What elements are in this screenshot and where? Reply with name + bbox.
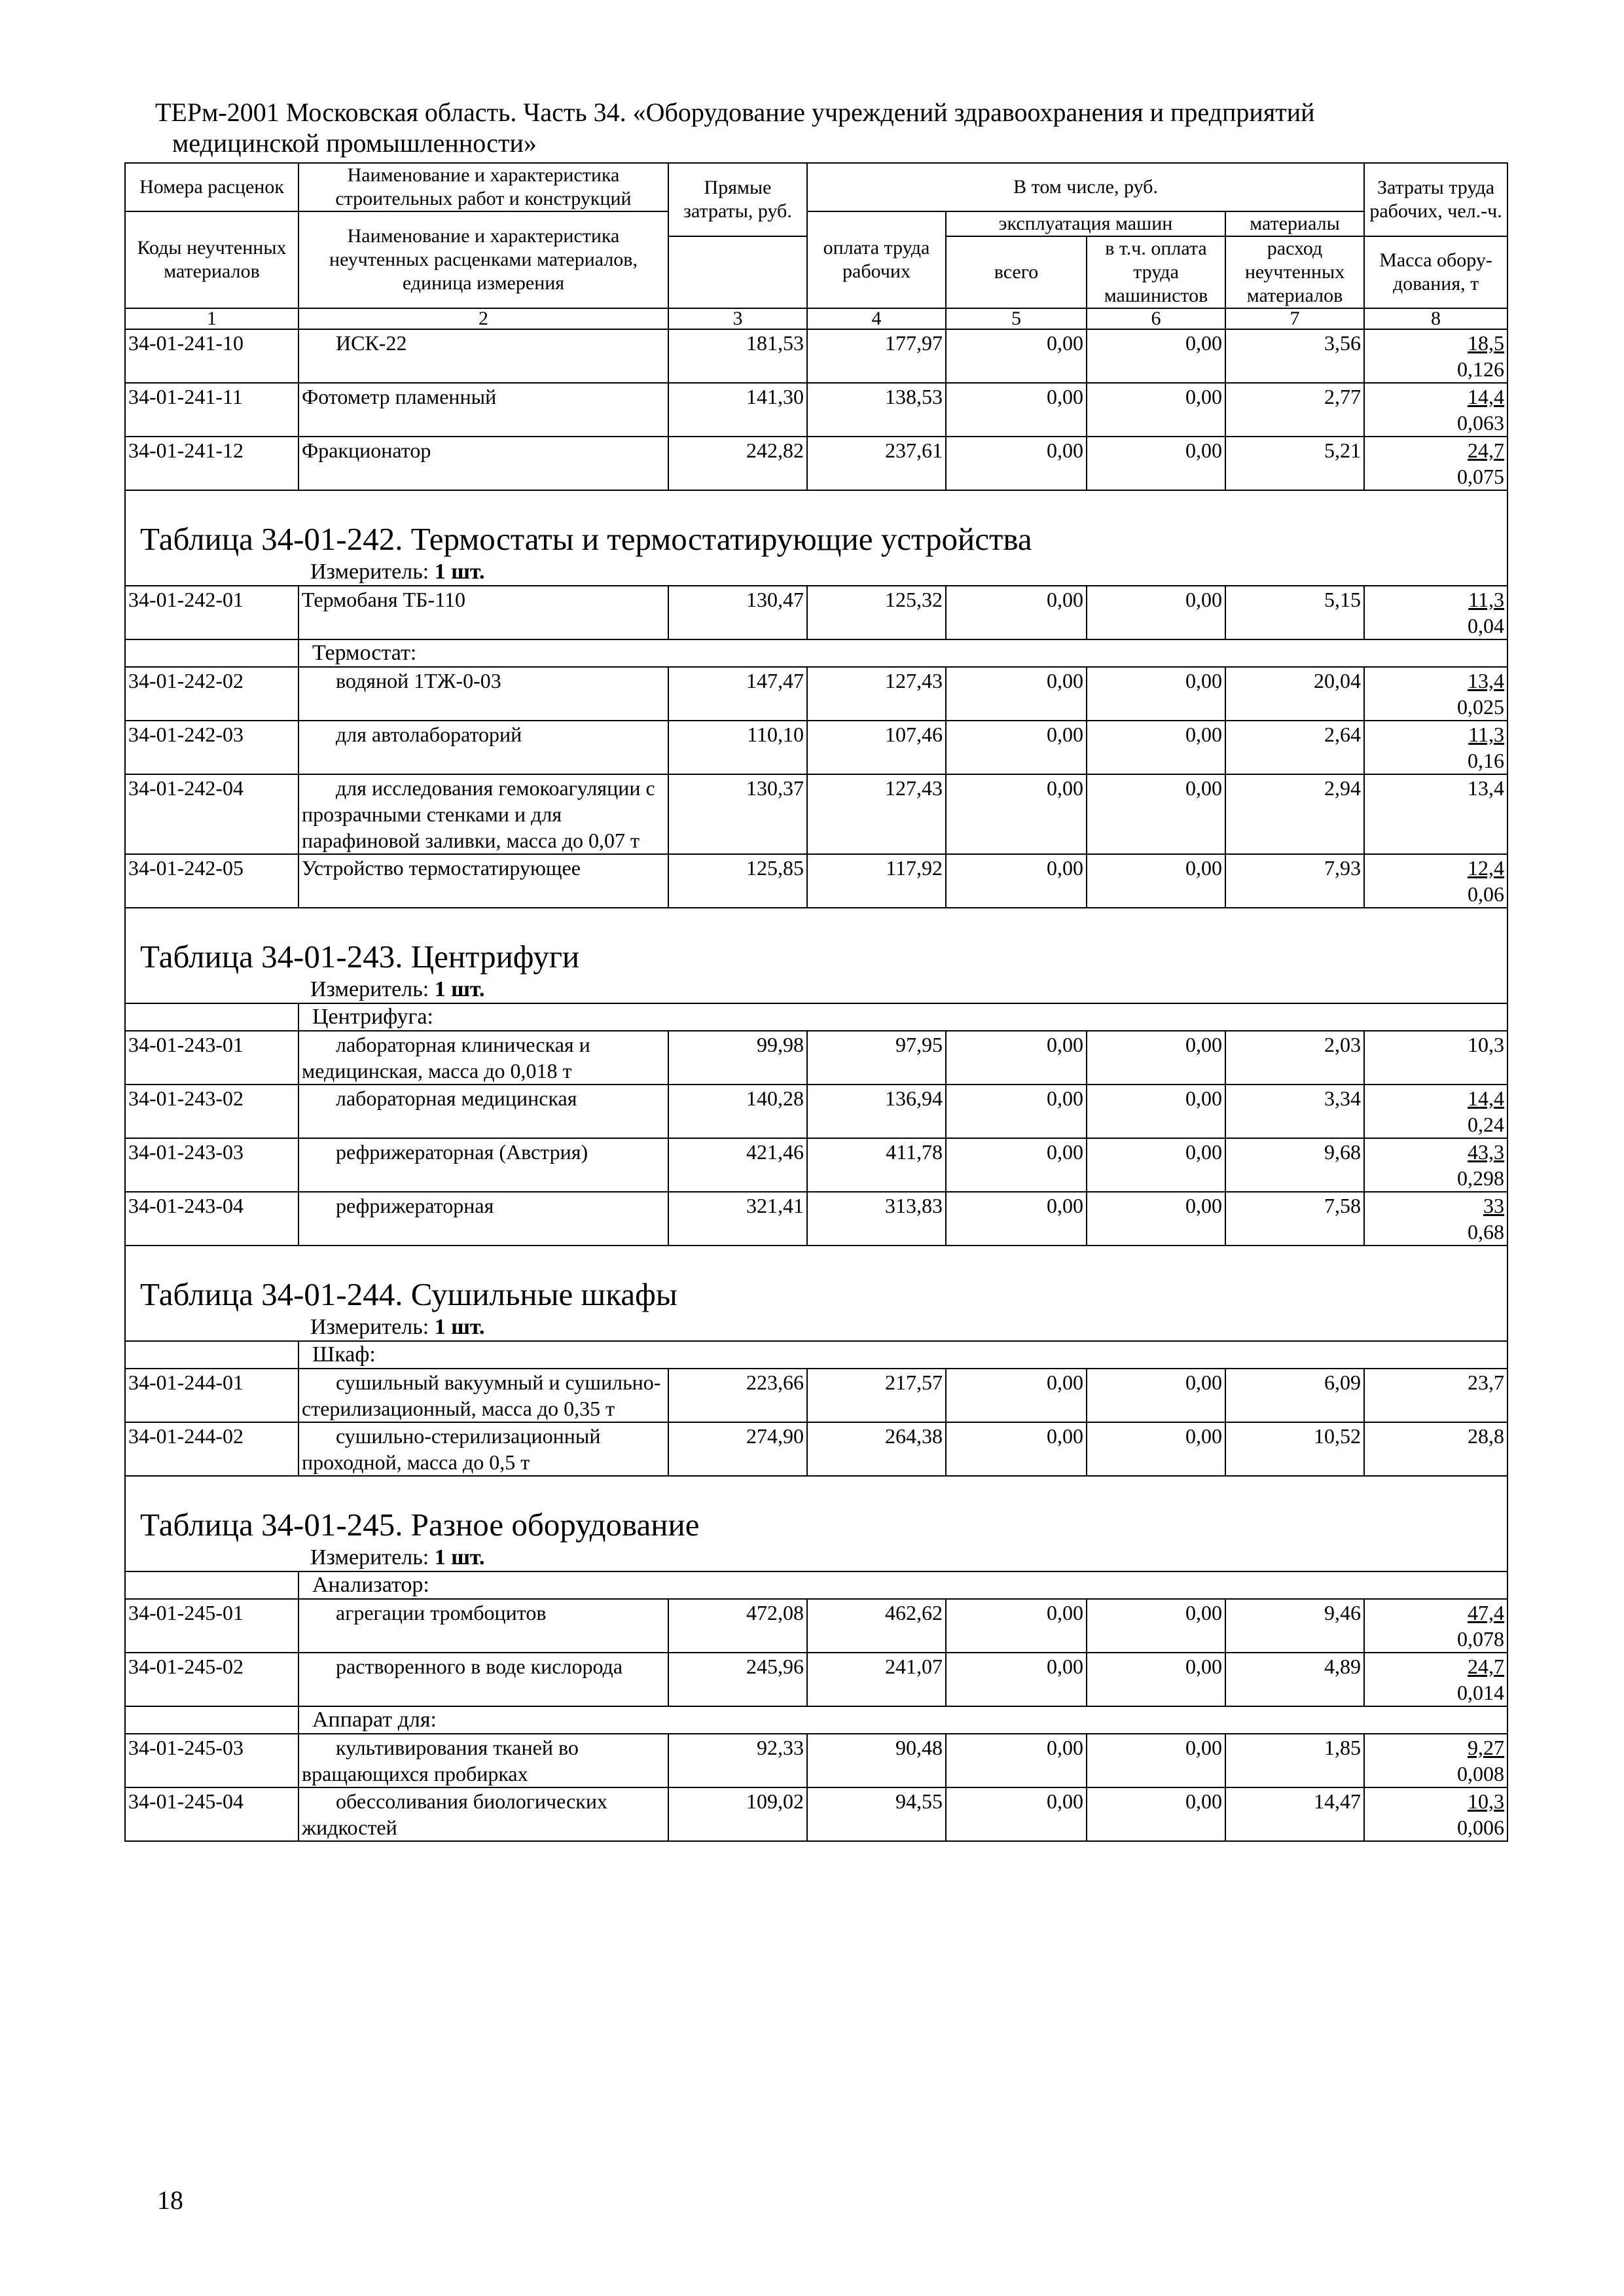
labor-mass-cell — [1364, 1653, 1507, 1706]
machine-labor: 0,00 — [1087, 1653, 1225, 1706]
labor-mass-cell — [1364, 383, 1507, 437]
direct-cost: 274,90 — [668, 1422, 807, 1476]
machine-labor: 0,00 — [1087, 1138, 1225, 1192]
materials: 5,15 — [1225, 586, 1364, 639]
col-number: 8 — [1364, 308, 1507, 329]
table-row — [125, 1138, 1507, 1192]
table-row — [125, 1653, 1507, 1706]
measure-value: 1 шт. — [434, 977, 485, 1001]
materials: 2,64 — [1225, 721, 1364, 774]
equipment-mass: 0,025 — [1457, 695, 1505, 719]
table-row — [125, 1734, 1507, 1787]
table-row — [125, 774, 1507, 854]
materials: 6,09 — [1225, 1369, 1364, 1422]
machine-labor: 0,00 — [1087, 1787, 1225, 1841]
rate-name: сушильно-стерилизационный проходной, масса до 0,5 т — [298, 1422, 668, 1476]
header-line-1: ТЕРм-2001 Московская область. Часть 34. «Оборудование учреждений здравоохранения и предприятий — [155, 98, 1315, 127]
rate-name: Термобаня ТБ-110 — [298, 586, 668, 639]
col-number: 7 — [1225, 308, 1364, 329]
rate-code: 34-01-245-03 — [125, 1734, 298, 1787]
rate-code: 34-01-241-10 — [125, 329, 298, 383]
col-number: 2 — [298, 308, 668, 329]
rate-code: 34-01-242-05 — [125, 854, 298, 908]
direct-cost: 147,47 — [668, 667, 807, 721]
direct-cost: 109,02 — [668, 1787, 807, 1841]
direct-cost: 140,28 — [668, 1085, 807, 1138]
labor-pay: 127,43 — [807, 774, 946, 854]
rate-code: 34-01-242-03 — [125, 721, 298, 774]
machine-labor: 0,00 — [1087, 1422, 1225, 1476]
col-labor-pay: оплата труда рабочих — [807, 211, 946, 308]
labor-hours: 13,4 — [1468, 669, 1505, 692]
group-row — [125, 639, 1507, 667]
table-row — [125, 1369, 1507, 1422]
equipment-mass: 0,008 — [1457, 1762, 1505, 1785]
labor-pay: 107,46 — [807, 721, 946, 774]
equipment-mass: 0,063 — [1457, 411, 1505, 435]
equipment-mass: 0,04 — [1468, 614, 1505, 637]
table-row — [125, 1085, 1507, 1138]
group-row — [125, 1341, 1507, 1369]
labor-mass-cell — [1364, 1085, 1507, 1138]
machine-labor: 0,00 — [1087, 586, 1225, 639]
labor-mass-cell — [1364, 1599, 1507, 1653]
direct-cost: 245,96 — [668, 1653, 807, 1706]
labor-pay: 97,95 — [807, 1031, 946, 1085]
equipment-mass: 0,075 — [1457, 465, 1505, 488]
machine-labor: 0,00 — [1087, 721, 1225, 774]
group-label: Шкаф: — [298, 1341, 1507, 1369]
rate-name: водяной 1ТЖ-0-03 — [298, 667, 668, 721]
col-mass: Масса обору-дования, т — [1364, 236, 1507, 308]
col-number: 5 — [946, 308, 1087, 329]
direct-cost: 99,98 — [668, 1031, 807, 1085]
rate-name: рефрижераторная (Австрия) — [298, 1138, 668, 1192]
table-row — [125, 329, 1507, 383]
rate-name: ИСК-22 — [298, 329, 668, 383]
machine-labor: 0,00 — [1087, 1599, 1225, 1653]
rate-name: для исследования гемокоагуляции с прозрачными стенками и для парафиновой заливки, масса до 0,07 т — [298, 774, 668, 854]
rate-name: рефрижераторная — [298, 1192, 668, 1246]
equipment-mass: 0,24 — [1468, 1113, 1505, 1136]
machine-labor: 0,00 — [1087, 667, 1225, 721]
labor-pay: 117,92 — [807, 854, 946, 908]
materials: 7,58 — [1225, 1192, 1364, 1246]
col-direct: Прямые затраты, руб. — [668, 163, 807, 236]
rates-table — [124, 162, 1508, 1842]
page-number: 18 — [157, 2185, 183, 2215]
rate-name: культивирования тканей во вращающихся пробирках — [298, 1734, 668, 1787]
col-number: 6 — [1087, 308, 1225, 329]
labor-mass-cell — [1364, 329, 1507, 383]
labor-hours: 23,7 — [1364, 1369, 1507, 1422]
section-heading-row — [125, 908, 1507, 977]
table-row — [125, 1422, 1507, 1476]
materials: 14,47 — [1225, 1787, 1364, 1841]
labor-pay: 125,32 — [807, 586, 946, 639]
rate-code: 34-01-243-03 — [125, 1138, 298, 1192]
rate-name: Устройство термостатирующее — [298, 854, 668, 908]
labor-hours: 24,7 — [1468, 439, 1505, 462]
labor-hours: 13,4 — [1364, 774, 1507, 854]
col-machine-labor: в т.ч. оплата труда машинистов — [1087, 236, 1225, 308]
labor-pay: 411,78 — [807, 1138, 946, 1192]
machine-total: 0,00 — [946, 774, 1087, 854]
materials: 9,68 — [1225, 1138, 1364, 1192]
labor-mass-cell — [1364, 667, 1507, 721]
labor-hours: 11,3 — [1468, 588, 1505, 611]
section-title-244: Таблица 34-01-244. Сушильные шкафы — [125, 1246, 1507, 1314]
machine-total: 0,00 — [946, 1031, 1087, 1085]
section-title-242: Таблица 34-01-242. Термостаты и термостатирующие устройства — [125, 490, 1507, 559]
rate-code: 34-01-241-12 — [125, 437, 298, 490]
labor-pay: 241,07 — [807, 1653, 946, 1706]
labor-pay: 94,55 — [807, 1787, 946, 1841]
table-row — [125, 1192, 1507, 1246]
rate-code: 34-01-242-04 — [125, 774, 298, 854]
labor-hours: 11,3 — [1468, 723, 1505, 746]
machine-total: 0,00 — [946, 1085, 1087, 1138]
col-number: 4 — [807, 308, 946, 329]
labor-pay: 237,61 — [807, 437, 946, 490]
rate-name: обессоливания биологических жидкостей — [298, 1787, 668, 1841]
measure-prefix: Измеритель: — [310, 1315, 429, 1339]
machine-labor: 0,00 — [1087, 1734, 1225, 1787]
direct-cost: 92,33 — [668, 1734, 807, 1787]
rate-code: 34-01-241-11 — [125, 383, 298, 437]
rate-name: растворенного в воде кислорода — [298, 1653, 668, 1706]
labor-pay: 462,62 — [807, 1599, 946, 1653]
direct-cost: 223,66 — [668, 1369, 807, 1422]
rate-code: 34-01-245-01 — [125, 1599, 298, 1653]
rate-code: 34-01-243-02 — [125, 1085, 298, 1138]
measure-unit — [125, 1545, 1507, 1571]
equipment-mass: 0,298 — [1457, 1166, 1505, 1190]
machine-labor: 0,00 — [1087, 1085, 1225, 1138]
rate-code: 34-01-245-02 — [125, 1653, 298, 1706]
materials: 3,56 — [1225, 329, 1364, 383]
group-row — [125, 1003, 1507, 1031]
table-row — [125, 1599, 1507, 1653]
direct-cost: 321,41 — [668, 1192, 807, 1246]
measure-value: 1 шт. — [434, 560, 485, 584]
rate-name: агрегации тромбоцитов — [298, 1599, 668, 1653]
measure-prefix: Измеритель: — [310, 560, 429, 584]
measure-row — [125, 977, 1507, 1003]
rate-code: 34-01-243-04 — [125, 1192, 298, 1246]
measure-prefix: Измеритель: — [310, 1545, 429, 1570]
col-codes-top: Номера расценок — [125, 163, 298, 211]
labor-mass-cell — [1364, 1138, 1507, 1192]
col-materials: материалы — [1225, 211, 1364, 236]
measure-prefix: Измеритель: — [310, 977, 429, 1001]
section-title-243: Таблица 34-01-243. Центрифуги — [125, 908, 1507, 977]
col-number: 3 — [668, 308, 807, 329]
labor-pay: 127,43 — [807, 667, 946, 721]
group-row — [125, 1706, 1507, 1734]
group-label: Центрифуга: — [298, 1003, 1507, 1031]
labor-hours: 28,8 — [1364, 1422, 1507, 1476]
machine-labor: 0,00 — [1087, 854, 1225, 908]
equipment-mass: 0,06 — [1468, 882, 1505, 906]
labor-hours: 9,27 — [1468, 1736, 1505, 1759]
labor-hours: 10,3 — [1364, 1031, 1507, 1085]
direct-cost: 125,85 — [668, 854, 807, 908]
machine-total: 0,00 — [946, 1599, 1087, 1653]
measure-row — [125, 1545, 1507, 1571]
direct-cost: 141,30 — [668, 383, 807, 437]
col-machine-total: всего — [946, 236, 1087, 308]
section-title-245: Таблица 34-01-245. Разное оборудование — [125, 1476, 1507, 1545]
machine-total: 0,00 — [946, 1422, 1087, 1476]
equipment-mass: 0,006 — [1457, 1816, 1505, 1839]
group-label: Аппарат для: — [298, 1706, 1507, 1734]
materials: 9,46 — [1225, 1599, 1364, 1653]
machine-total: 0,00 — [946, 854, 1087, 908]
measure-unit — [125, 559, 1507, 586]
labor-mass-cell — [1364, 1734, 1507, 1787]
labor-pay: 313,83 — [807, 1192, 946, 1246]
labor-hours: 14,4 — [1468, 1086, 1505, 1110]
machine-labor: 0,00 — [1087, 1369, 1225, 1422]
machine-total: 0,00 — [946, 1138, 1087, 1192]
labor-pay: 138,53 — [807, 383, 946, 437]
header-line-2: медицинской промышленности» — [172, 128, 537, 158]
rate-code: 34-01-244-01 — [125, 1369, 298, 1422]
rate-name: сушильный вакуумный и сушильно-стерилизационный, масса до 0,35 т — [298, 1369, 668, 1422]
table-row — [125, 721, 1507, 774]
labor-hours: 12,4 — [1468, 856, 1505, 880]
measure-row — [125, 1314, 1507, 1341]
section-heading-row — [125, 1476, 1507, 1545]
section-heading-row — [125, 1246, 1507, 1314]
machine-total: 0,00 — [946, 586, 1087, 639]
direct-cost: 181,53 — [668, 329, 807, 383]
labor-pay: 90,48 — [807, 1734, 946, 1787]
materials: 5,21 — [1225, 437, 1364, 490]
rate-name: лабораторная клиническая и медицинская, масса до 0,018 т — [298, 1031, 668, 1085]
rate-name: лабораторная медицинская — [298, 1085, 668, 1138]
col-name-bottom: Наименование и характеристика неучтенных расценками материалов, единица измерения — [298, 211, 668, 308]
equipment-mass: 0,014 — [1457, 1681, 1505, 1704]
measure-unit — [125, 977, 1507, 1003]
rate-code: 34-01-244-02 — [125, 1422, 298, 1476]
machine-total: 0,00 — [946, 667, 1087, 721]
materials: 2,77 — [1225, 383, 1364, 437]
rate-code: 34-01-242-01 — [125, 586, 298, 639]
machine-total: 0,00 — [946, 1734, 1087, 1787]
group-label: Анализатор: — [298, 1571, 1507, 1599]
group-row — [125, 1571, 1507, 1599]
machine-total: 0,00 — [946, 721, 1087, 774]
table-row — [125, 586, 1507, 639]
materials: 7,93 — [1225, 854, 1364, 908]
direct-cost: 130,37 — [668, 774, 807, 854]
table-row — [125, 1787, 1507, 1841]
labor-pay: 136,94 — [807, 1085, 946, 1138]
col-codes-bottom: Коды неучтенных материалов — [125, 211, 298, 308]
col-name-top: Наименование и характеристика строительных работ и конструкций — [298, 163, 668, 211]
labor-hours: 10,3 — [1468, 1789, 1505, 1813]
rate-name: для автолабораторий — [298, 721, 668, 774]
section-heading-row — [125, 490, 1507, 559]
measure-value: 1 шт. — [434, 1315, 485, 1339]
col-machine-op: эксплуатация машин — [946, 211, 1225, 236]
labor-hours: 47,4 — [1468, 1601, 1505, 1624]
direct-cost: 421,46 — [668, 1138, 807, 1192]
materials: 2,94 — [1225, 774, 1364, 854]
machine-total: 0,00 — [946, 383, 1087, 437]
materials: 10,52 — [1225, 1422, 1364, 1476]
labor-mass-cell — [1364, 437, 1507, 490]
table-row — [125, 437, 1507, 490]
materials: 2,03 — [1225, 1031, 1364, 1085]
machine-total: 0,00 — [946, 329, 1087, 383]
direct-cost: 130,47 — [668, 586, 807, 639]
labor-pay: 217,57 — [807, 1369, 946, 1422]
labor-hours: 43,3 — [1468, 1140, 1505, 1164]
col-materials-unaccounted: расход неучтенных материалов — [1225, 236, 1364, 308]
equipment-mass: 0,68 — [1468, 1220, 1505, 1244]
direct-cost: 110,10 — [668, 721, 807, 774]
labor-mass-cell — [1364, 1787, 1507, 1841]
materials: 20,04 — [1225, 667, 1364, 721]
table-row — [125, 1031, 1507, 1085]
document-header — [155, 97, 1432, 158]
group-label: Термостат: — [298, 639, 1507, 667]
labor-pay: 264,38 — [807, 1422, 946, 1476]
machine-labor: 0,00 — [1087, 774, 1225, 854]
equipment-mass: 0,126 — [1457, 357, 1505, 381]
measure-unit — [125, 1314, 1507, 1341]
col-including: В том числе, руб. — [807, 163, 1364, 211]
table-row — [125, 854, 1507, 908]
direct-cost: 242,82 — [668, 437, 807, 490]
materials: 1,85 — [1225, 1734, 1364, 1787]
rate-code: 34-01-242-02 — [125, 667, 298, 721]
machine-labor: 0,00 — [1087, 437, 1225, 490]
rate-code: 34-01-243-01 — [125, 1031, 298, 1085]
table-row — [125, 667, 1507, 721]
machine-labor: 0,00 — [1087, 383, 1225, 437]
equipment-mass: 0,16 — [1468, 749, 1505, 772]
labor-mass-cell — [1364, 586, 1507, 639]
machine-labor: 0,00 — [1087, 1192, 1225, 1246]
direct-cost: 472,08 — [668, 1599, 807, 1653]
equipment-mass: 0,078 — [1457, 1627, 1505, 1651]
machine-total: 0,00 — [946, 1787, 1087, 1841]
labor-hours: 14,4 — [1468, 385, 1505, 408]
labor-pay: 177,97 — [807, 329, 946, 383]
machine-total: 0,00 — [946, 1192, 1087, 1246]
measure-row — [125, 559, 1507, 586]
machine-total: 0,00 — [946, 437, 1087, 490]
labor-mass-cell — [1364, 854, 1507, 908]
machine-total: 0,00 — [946, 1653, 1087, 1706]
labor-mass-cell — [1364, 1192, 1507, 1246]
labor-mass-cell — [1364, 721, 1507, 774]
rate-code: 34-01-245-04 — [125, 1787, 298, 1841]
table-header — [125, 163, 1507, 329]
machine-labor: 0,00 — [1087, 329, 1225, 383]
measure-value: 1 шт. — [434, 1545, 485, 1570]
rate-name: Фракционатор — [298, 437, 668, 490]
machine-total: 0,00 — [946, 1369, 1087, 1422]
col-number: 1 — [125, 308, 298, 329]
materials: 3,34 — [1225, 1085, 1364, 1138]
labor-hours: 18,5 — [1468, 331, 1505, 355]
col-labor-cost: Затраты труда рабочих, чел.-ч. — [1364, 163, 1507, 236]
labor-hours: 24,7 — [1468, 1655, 1505, 1678]
table-row — [125, 383, 1507, 437]
materials: 4,89 — [1225, 1653, 1364, 1706]
machine-labor: 0,00 — [1087, 1031, 1225, 1085]
rate-name: Фотометр пламенный — [298, 383, 668, 437]
labor-hours: 33 — [1483, 1194, 1505, 1217]
